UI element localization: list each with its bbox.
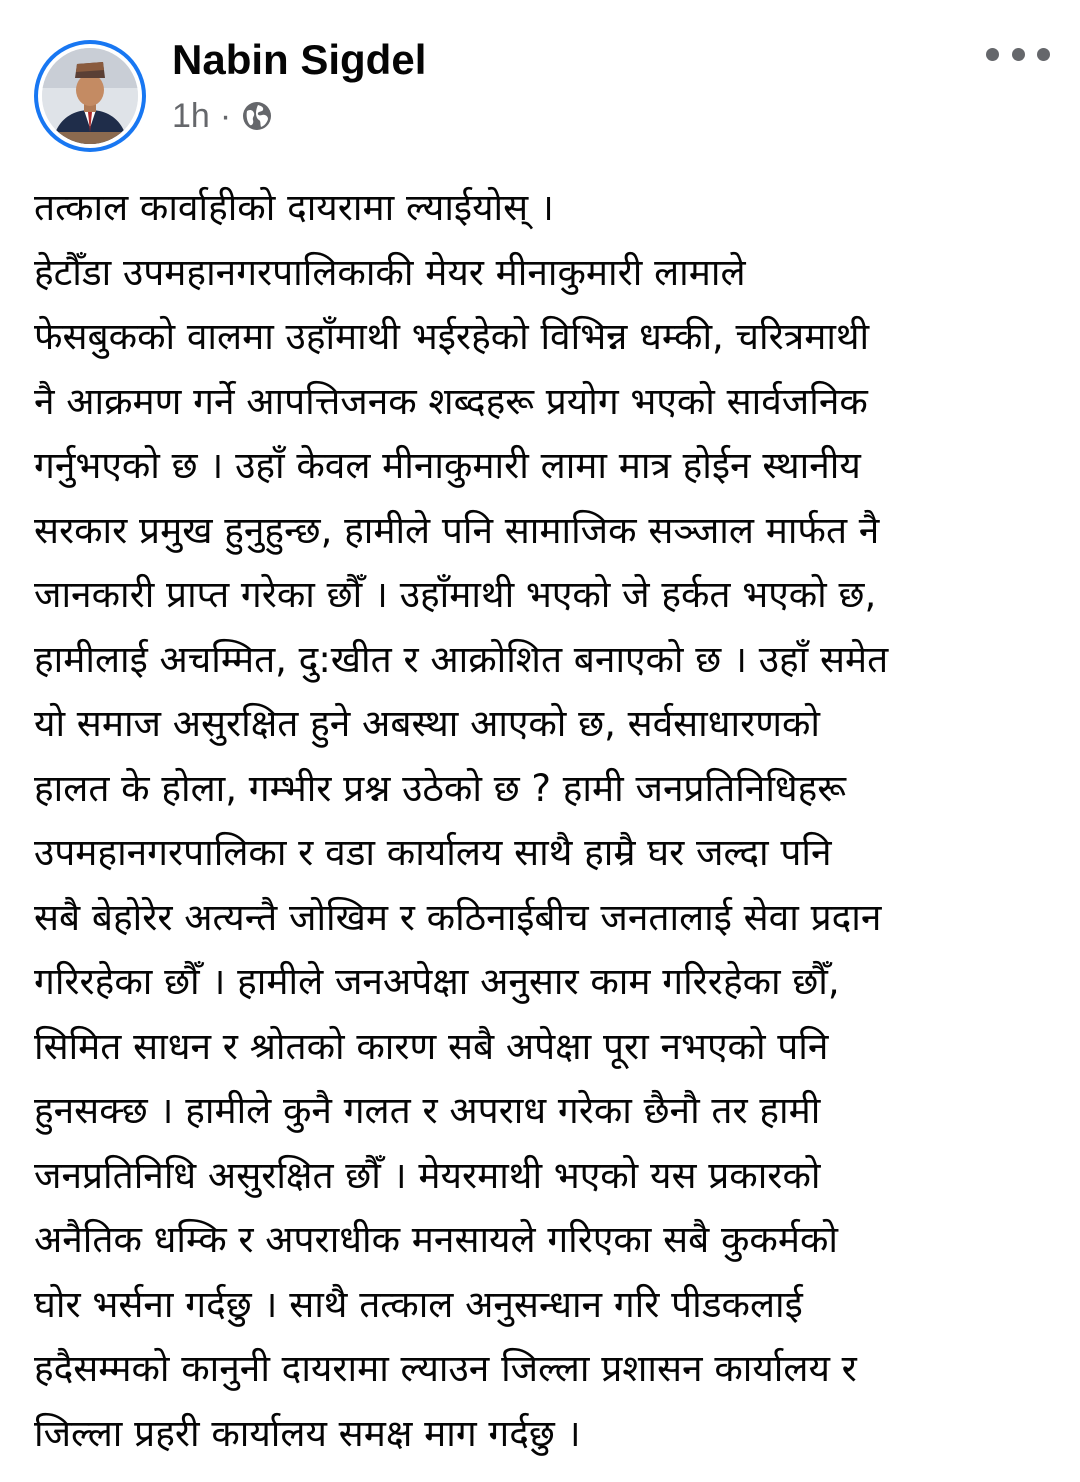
post-text-line: अनैतिक धम्कि र अपराधीक मनसायले गरिएका सबै कुकर्मको [34,1218,838,1261]
post-text-line: जिल्ला प्रहरी कार्यालय समक्ष माग गर्दछु । [34,1411,581,1455]
meta-separator: · [219,96,232,135]
post-text-line: जनप्रतिनिधि असुरक्षित छौँ । मेयरमाथी भएको यस प्रकारको [34,1153,821,1197]
post-text-line: गर्नुभएको छ । उहाँ केवल मीनाकुमारी लामा मात्र होईन स्थानीय [34,444,861,487]
post-text-line: हुनसक्छ । हामीले कुनै गलत र अपराध गरेका छैनौ तर हामी [34,1089,821,1132]
more-options-icon[interactable] [986,38,1050,70]
globe-icon[interactable] [241,100,273,132]
post-text-line: हेटौँडा उपमहानगरपालिकाकी मेयर मीनाकुमारी लामाले [34,250,746,294]
profile-picture[interactable] [34,40,146,152]
post-text-line: तत्काल कार्वाहीको दायरामा ल्याईयोस् । [34,186,554,229]
post-meta [172,96,273,136]
post-text-line: सिमित साधन र श्रोतको कारण सबै अपेक्षा पूरा नभएको पनि [34,1024,829,1068]
post-text-line: सरकार प्रमुख हुनुहुन्छ, हामीले पनि सामाजिक सञ्जाल मार्फत नै [34,508,880,552]
post-header [0,0,1080,160]
post-text-line: यो समाज असुरक्षित हुने अबस्था आएको छ, सर्वसाधारणको [34,702,820,745]
post-text-line: उपमहानगरपालिका र वडा कार्यालय साथै हाम्रै घर जल्दा पनि [34,831,832,874]
post-text-line: गरिरहेका छौँ । हामीले जनअपेक्षा अनुसार काम गरिरहेका छौँ, [34,960,840,1003]
avatar [42,48,138,144]
post-text-line: हामीलाई अचम्मित, दु:खीत र आक्रोशित बनाएको छ । उहाँ समेत [34,637,889,681]
post-text-line: फेसबुकको वालमा उहाँमाथी भईरहेको विभिन्न धम्की, चरित्रमाथी [34,315,870,358]
post-text-line: नै आक्रमण गर्ने आपत्तिजनक शब्दहरू प्रयोग भएको सार्वजनिक [34,379,868,423]
post-text-line: जानकारी प्राप्त गरेका छौँ । उहाँमाथी भएको जे हर्कत भएको छ, [34,573,877,616]
post-text-line: घोर भर्सना गर्दछु । साथै तत्काल अनुसन्धान गरि पीडकलाई [34,1282,803,1326]
post-time[interactable]: 1h [172,96,210,135]
post-body [34,176,1054,1466]
author-name[interactable]: Nabin Sigdel [172,36,427,83]
avatar-image [42,48,138,144]
post-text-line: सबै बेहोरेर अत्यन्तै जोखिम र कठिनाईबीच जनतालाई सेवा प्रदान [34,895,882,939]
post-text-line: हालत के होला, गम्भीर प्रश्न उठेको छ ? हामी जनप्रतिनिधिहरू [34,766,847,810]
post-text-line: हदैसम्मको कानुनी दायरामा ल्याउन जिल्ला प्रशासन कार्यालय र [34,1347,857,1390]
